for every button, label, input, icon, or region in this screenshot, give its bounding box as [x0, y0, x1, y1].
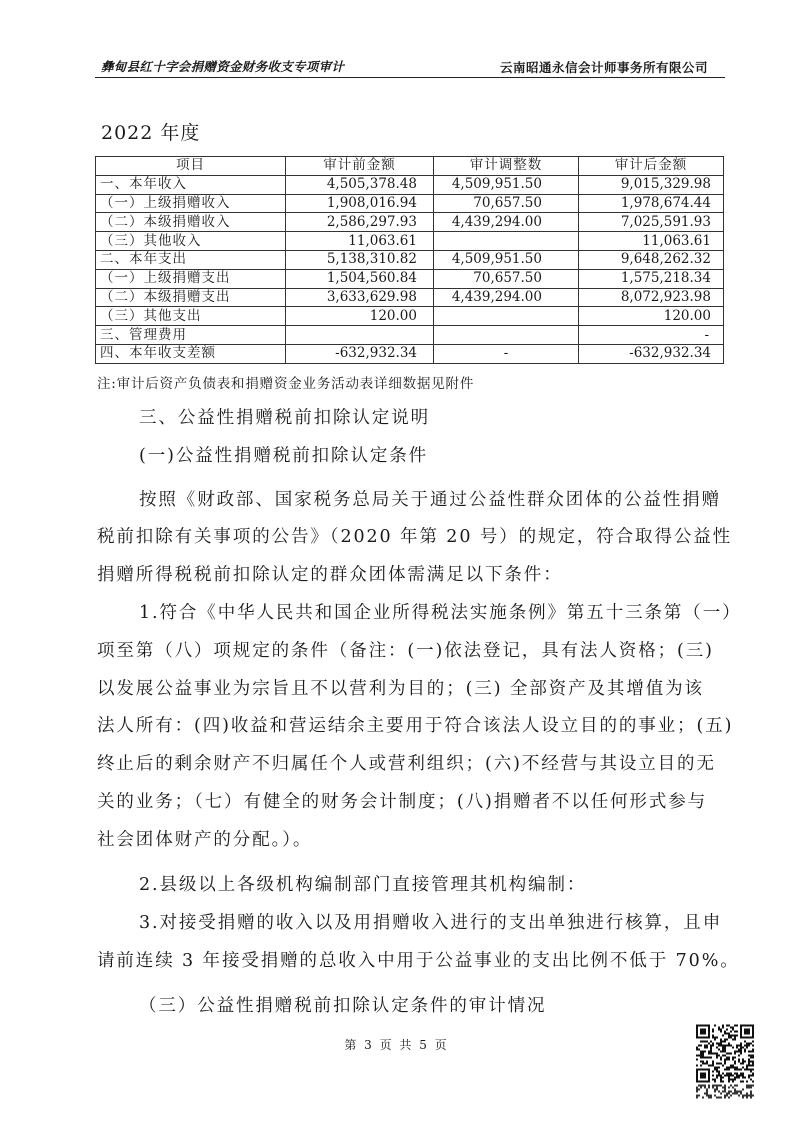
row-adjust-amount	[434, 326, 579, 345]
body-line-12: 3.对接受捐赠的收入以及用捐赠收入进行的支出单独进行核算，且申	[139, 913, 723, 933]
row-label: （三）其他支出	[96, 307, 286, 326]
row-adjust-amount: 4,509,951.50	[434, 250, 579, 269]
table-row	[96, 326, 724, 345]
row-after-amount: 8,072,923.98	[579, 288, 724, 307]
row-adjust-amount: 4,439,294.00	[434, 288, 579, 307]
row-before-amount: -632,932.34	[286, 344, 434, 363]
row-before-amount: 1,504,560.84	[286, 269, 434, 288]
row-after-amount: 120.00	[579, 307, 724, 326]
body-line-14: （三）公益性捐赠税前扣除认定条件的审计情况	[139, 996, 547, 1016]
row-label: （二）本级捐赠支出	[96, 288, 286, 307]
year-title: 2022 年度	[101, 122, 201, 144]
row-before-amount: 2,586,297.93	[286, 213, 434, 232]
row-after-amount: 1,978,674.44	[579, 194, 724, 213]
financial-table	[95, 156, 724, 364]
row-before-amount: 11,063.61	[286, 232, 434, 251]
row-adjust-amount: 70,657.50	[434, 269, 579, 288]
table-row	[96, 344, 724, 363]
row-after-amount: -	[579, 326, 724, 345]
header-divider	[95, 77, 725, 78]
table-row	[96, 269, 724, 288]
row-after-amount: 9,648,262.32	[579, 250, 724, 269]
row-after-amount: -632,932.34	[579, 344, 724, 363]
table-header-row	[96, 157, 724, 176]
body-line-9: 关的业务；（七）有健全的财务会计制度；(八)捐赠者不以任何形式参与	[97, 792, 708, 812]
col-header-adjust: 审计调整数	[434, 157, 579, 176]
row-label: （三）其他收入	[96, 232, 286, 251]
body-line-8: 终止后的剩余财产不归属任个人或营利组织；(六)不经营与其设立目的无	[97, 754, 716, 774]
table-row	[96, 307, 724, 326]
row-before-amount: 4,505,378.48	[286, 175, 434, 194]
row-before-amount: 3,633,629.98	[286, 288, 434, 307]
table-row	[96, 250, 724, 269]
body-line-5: 项至第（八）项规定的条件（备注：(一)依法登记，具有法人资格；(三)	[97, 641, 714, 661]
col-header-item: 项目	[96, 157, 286, 176]
table-row	[96, 213, 724, 232]
table-row	[96, 232, 724, 251]
table-row	[96, 175, 724, 194]
row-adjust-amount	[434, 232, 579, 251]
row-before-amount: 5,138,310.82	[286, 250, 434, 269]
row-after-amount: 7,025,591.93	[579, 213, 724, 232]
row-label: 二、本年支出	[96, 250, 286, 269]
body-line-7: 法人所有：(四)收益和营运结余主要用于符合该法人设立目的的事业；(五)	[97, 716, 734, 736]
page-number: 第 3 页 共 5 页	[344, 1038, 449, 1052]
body-line-1: 按照《财政部、国家税务总局关于通过公益性群众团体的公益性捐赠	[139, 490, 721, 510]
col-header-before: 审计前金额	[286, 157, 434, 176]
section-title: 三、公益性捐赠税前扣除认定说明	[139, 408, 430, 428]
row-after-amount: 9,015,329.98	[579, 175, 724, 194]
header-client-name: 彝甸县红十字会捐赠资金财务收支专项审计	[101, 59, 345, 74]
body-line-10: 社会团体财产的分配。）。	[97, 830, 313, 850]
row-label: （一）上级捐赠支出	[96, 269, 286, 288]
row-adjust-amount	[434, 307, 579, 326]
row-label: （二）本级捐赠收入	[96, 213, 286, 232]
row-adjust-amount: -	[434, 344, 579, 363]
row-after-amount: 11,063.61	[579, 232, 724, 251]
body-line-6: 以发展公益事业为宗旨且不以营利为目的；(三) 全部资产及其增值为该	[97, 679, 704, 699]
row-adjust-amount: 4,509,951.50	[434, 175, 579, 194]
row-before-amount: 1,908,016.94	[286, 194, 434, 213]
body-line-11: 2.县级以上各级机构编制部门直接管理其机构编制：	[139, 875, 587, 895]
row-label: （一）上级捐赠收入	[96, 194, 286, 213]
row-label: 三、管理费用	[96, 326, 286, 345]
row-adjust-amount: 4,439,294.00	[434, 213, 579, 232]
qr-code-icon	[696, 1024, 754, 1099]
row-before-amount	[286, 326, 434, 345]
body-line-2: 税前扣除有关事项的公告》（2020 年第 20 号）的规定，符合取得公益性	[97, 527, 733, 547]
row-label: 四、本年收支差额	[96, 344, 286, 363]
row-label: 一、本年收入	[96, 175, 286, 194]
table-note: 注:审计后资产负债表和捐赠资金业务活动表详细数据见附件	[97, 376, 475, 392]
body-line-13: 请前连续 3 年接受捐赠的总收入中用于公益事业的支出比例不低于 70%。	[97, 951, 740, 971]
body-line-4: 1.符合《中华人民共和国企业所得税法实施条例》第五十三条第（一）	[139, 603, 742, 623]
row-adjust-amount: 70,657.50	[434, 194, 579, 213]
header-firm-name: 云南昭通永信会计师事务所有限公司	[499, 60, 708, 75]
row-before-amount: 120.00	[286, 307, 434, 326]
table-row	[96, 194, 724, 213]
col-header-after: 审计后金额	[579, 157, 724, 176]
table-row	[96, 288, 724, 307]
subsection-title-1: (一)公益性捐赠税前扣除认定条件	[139, 446, 429, 466]
body-line-3: 捐赠所得税税前扣除认定的群众团体需满足以下条件：	[97, 565, 563, 585]
row-after-amount: 1,575,218.34	[579, 269, 724, 288]
